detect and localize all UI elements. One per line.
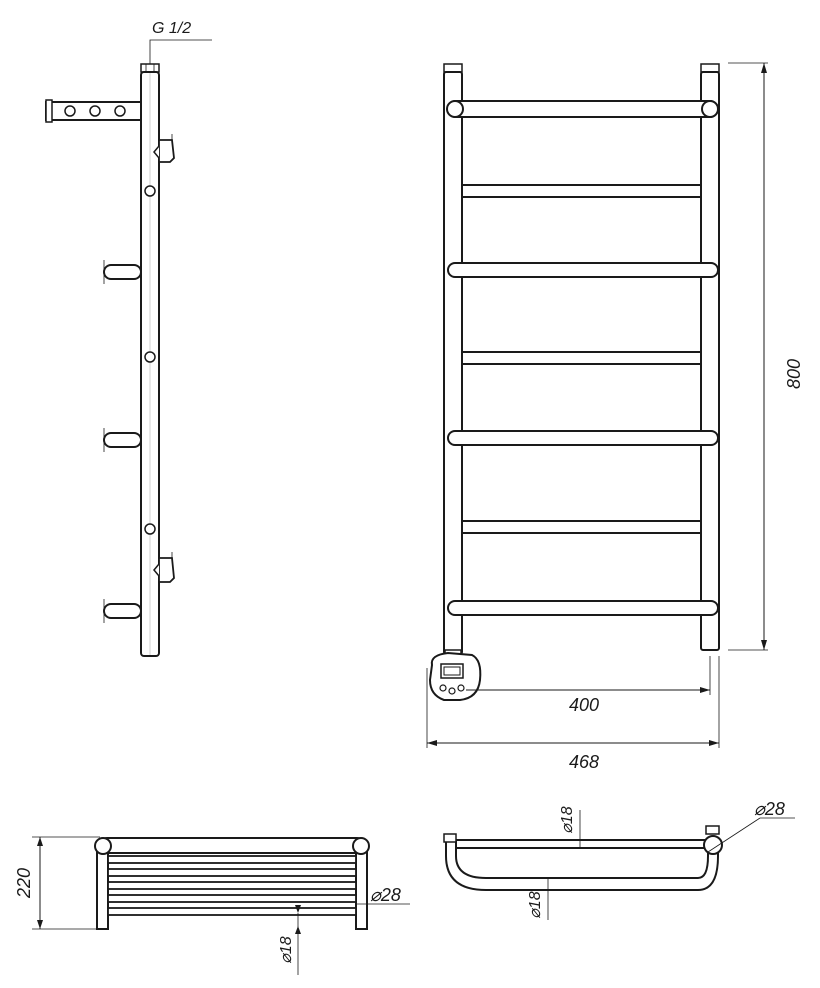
height-label: 800 xyxy=(784,358,804,390)
profile-view xyxy=(444,799,795,920)
total-width-label: 468 xyxy=(568,752,600,772)
depth-label: 220 xyxy=(14,867,34,899)
heating-controller-icon xyxy=(430,650,480,700)
tube-large-bottom-label: ⌀28 xyxy=(370,885,401,905)
tube-large-top-label: ⌀28 xyxy=(754,799,785,819)
tube-small-top-label: ⌀18 xyxy=(559,806,576,834)
side-view xyxy=(46,20,212,656)
front-view xyxy=(427,63,804,772)
tube-small-left-label: ⌀18 xyxy=(278,936,295,964)
thread-label: G 1/2 xyxy=(152,20,192,37)
center-width-label: 400 xyxy=(568,695,600,715)
tube-small-bottom-label: ⌀18 xyxy=(527,891,544,919)
top-view-rack xyxy=(14,837,410,975)
